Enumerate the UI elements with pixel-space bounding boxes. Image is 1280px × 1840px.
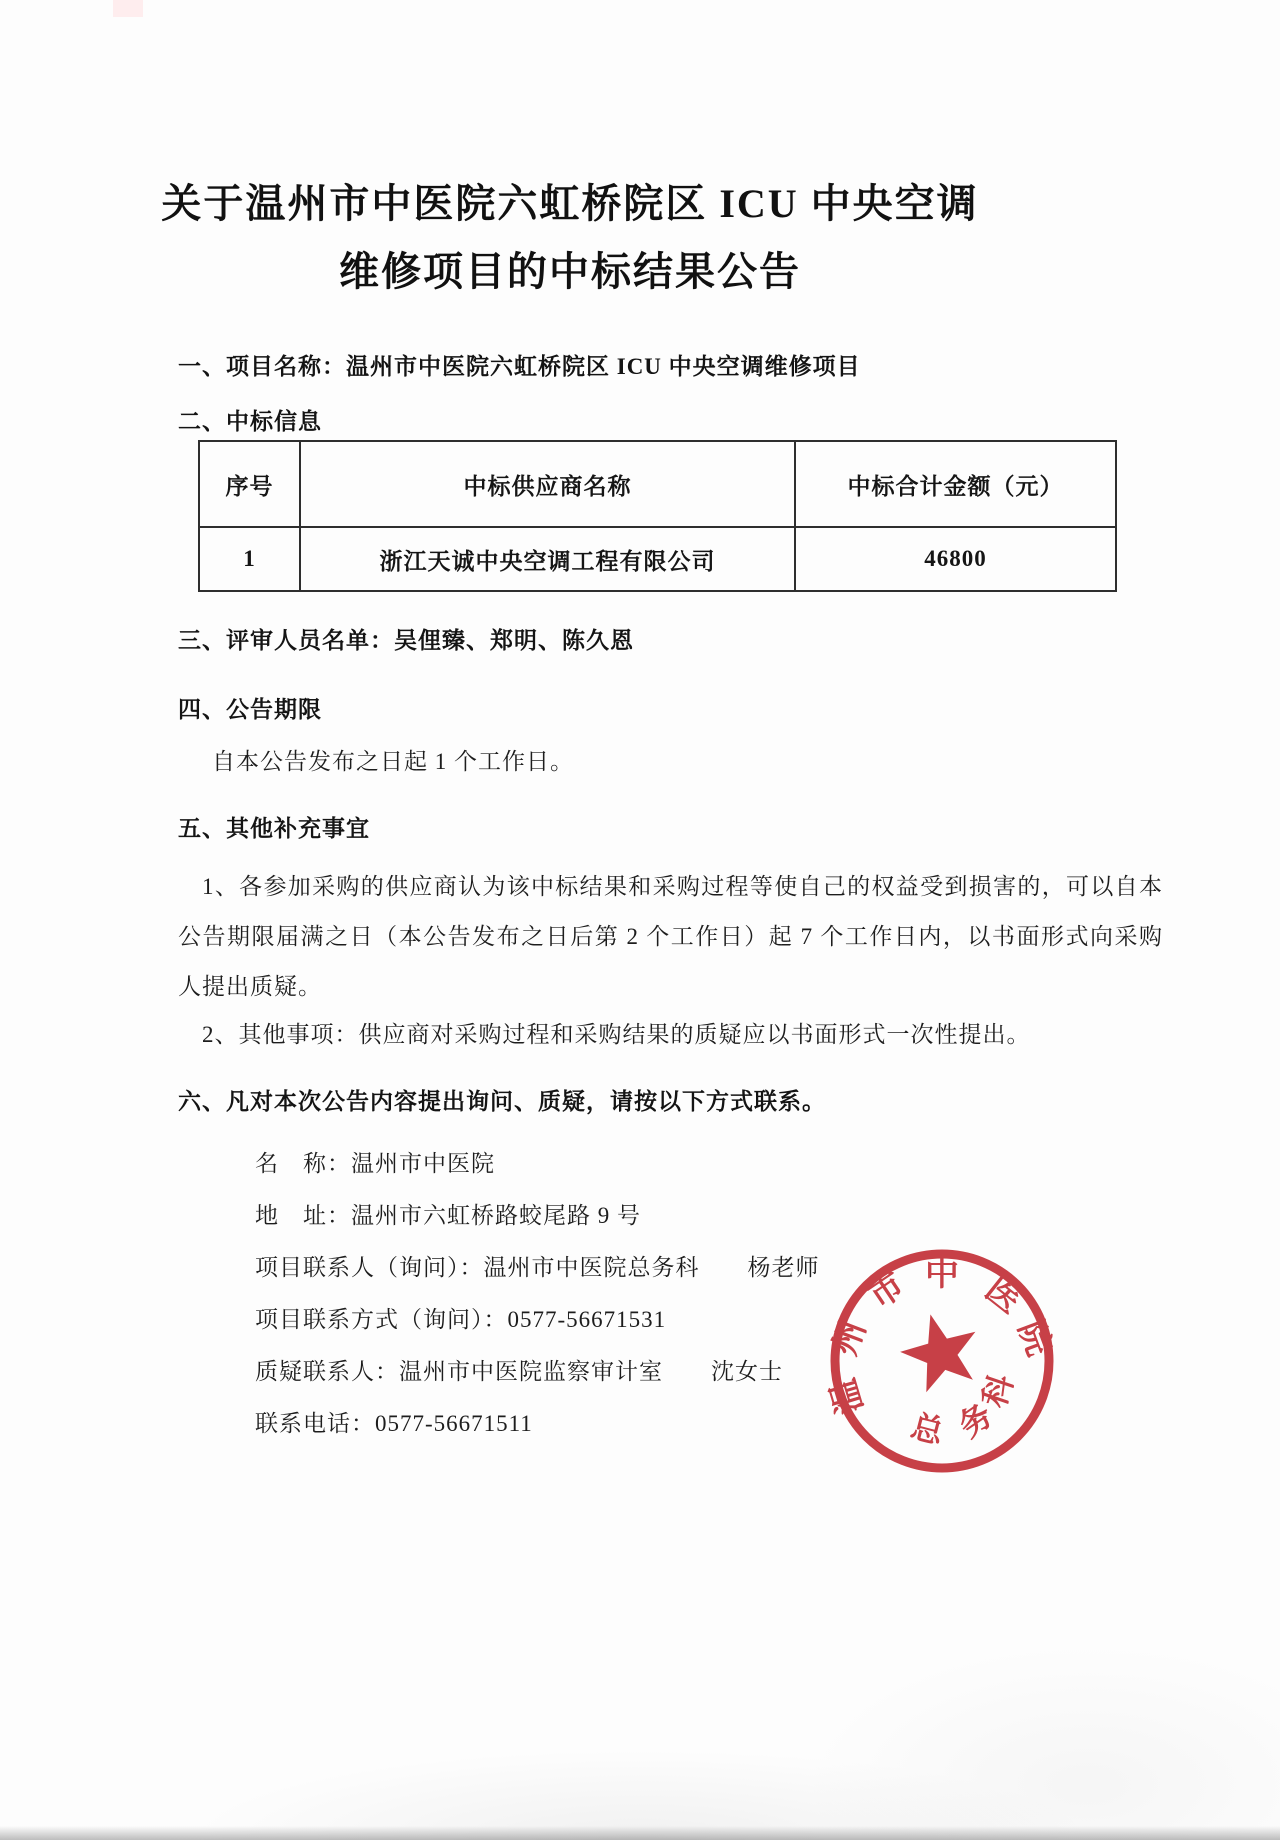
other-item-2: 2、其他事项：供应商对采购过程和采购结果的质疑应以书面形式一次性提出。 bbox=[202, 1022, 1031, 1047]
table-row bbox=[199, 527, 1116, 591]
table-cell-no: 1 bbox=[199, 527, 300, 591]
notice-period-body: 自本公告发布之日起 1 个工作日。 bbox=[212, 749, 574, 774]
section-other-heading: 五、其他补充事宜 bbox=[178, 816, 370, 841]
table-cell-amount: 46800 bbox=[795, 527, 1116, 591]
title-line-1: 关于温州市中医院六虹桥院区 ICU 中央空调 bbox=[161, 181, 979, 226]
section-notice-period-heading: 四、公告期限 bbox=[178, 697, 322, 722]
contact-project-person: 项目联系人（询问）：温州市中医院总务科 杨老师 bbox=[255, 1255, 820, 1280]
table-header-no: 序号 bbox=[199, 441, 300, 527]
scan-artifact-mark bbox=[113, 0, 143, 17]
section-project-name: 一、项目名称：温州市中医院六虹桥院区 ICU 中央空调维修项目 bbox=[178, 354, 861, 379]
other-item-1: 1、各参加采购的供应商认为该中标结果和采购过程等使自己的权益受到损害的，可以自本公告期限届满之日（本公告发布之日后第 2 个工作日）起 7 个工作日内，以书面形式向采购人提出质疑。 bbox=[178, 874, 1164, 999]
title-line-2: 维修项目的中标结果公告 bbox=[339, 249, 801, 294]
seal-char-yi: 医 bbox=[978, 1270, 1028, 1321]
table-header-amount: 中标合计金额（元） bbox=[795, 441, 1116, 527]
document-title bbox=[0, 170, 1140, 306]
seal-char-wen: 温 bbox=[825, 1374, 871, 1418]
contact-project-phone: 项目联系方式（询问）：0577-56671531 bbox=[255, 1307, 667, 1332]
bid-result-table bbox=[198, 440, 1117, 592]
seal-star-icon bbox=[900, 1314, 975, 1392]
seal-char-shi: 市 bbox=[862, 1266, 912, 1317]
section-bid-info-heading: 二、中标信息 bbox=[178, 409, 322, 434]
seal-char-zhong: 中 bbox=[925, 1256, 959, 1293]
table-header-row bbox=[199, 441, 1116, 527]
seal-char-ke: 科 bbox=[975, 1369, 1021, 1412]
contact-block bbox=[255, 1138, 820, 1450]
seal-char-yuan: 院 bbox=[1010, 1316, 1058, 1361]
table-header-supplier: 中标供应商名称 bbox=[300, 441, 795, 527]
section-contact-heading: 六、凡对本次公告内容提出询问、质疑，请按以下方式联系。 bbox=[178, 1089, 826, 1114]
seal-char-zhou: 州 bbox=[826, 1315, 874, 1361]
contact-challenge-phone: 联系电话：0577-56671511 bbox=[255, 1411, 533, 1436]
seal-bottom-text bbox=[907, 1370, 1020, 1451]
section-reviewers: 三、评审人员名单：吴俚臻、郑明、陈久恩 bbox=[178, 628, 634, 653]
table-cell-supplier: 浙江天诚中央空调工程有限公司 bbox=[300, 527, 795, 591]
scan-bottom-shadow bbox=[0, 1826, 1280, 1840]
contact-address: 地 址：温州市六虹桥路蛟尾路 9 号 bbox=[255, 1203, 641, 1228]
seal-char-zong: 总 bbox=[907, 1407, 948, 1451]
contact-challenge-person: 质疑联系人：温州市中医院监察审计室 沈女士 bbox=[255, 1359, 783, 1384]
contact-name: 名 称：温州市中医院 bbox=[255, 1151, 495, 1176]
seal-char-wu: 务 bbox=[952, 1396, 999, 1445]
official-seal bbox=[822, 1241, 1062, 1481]
